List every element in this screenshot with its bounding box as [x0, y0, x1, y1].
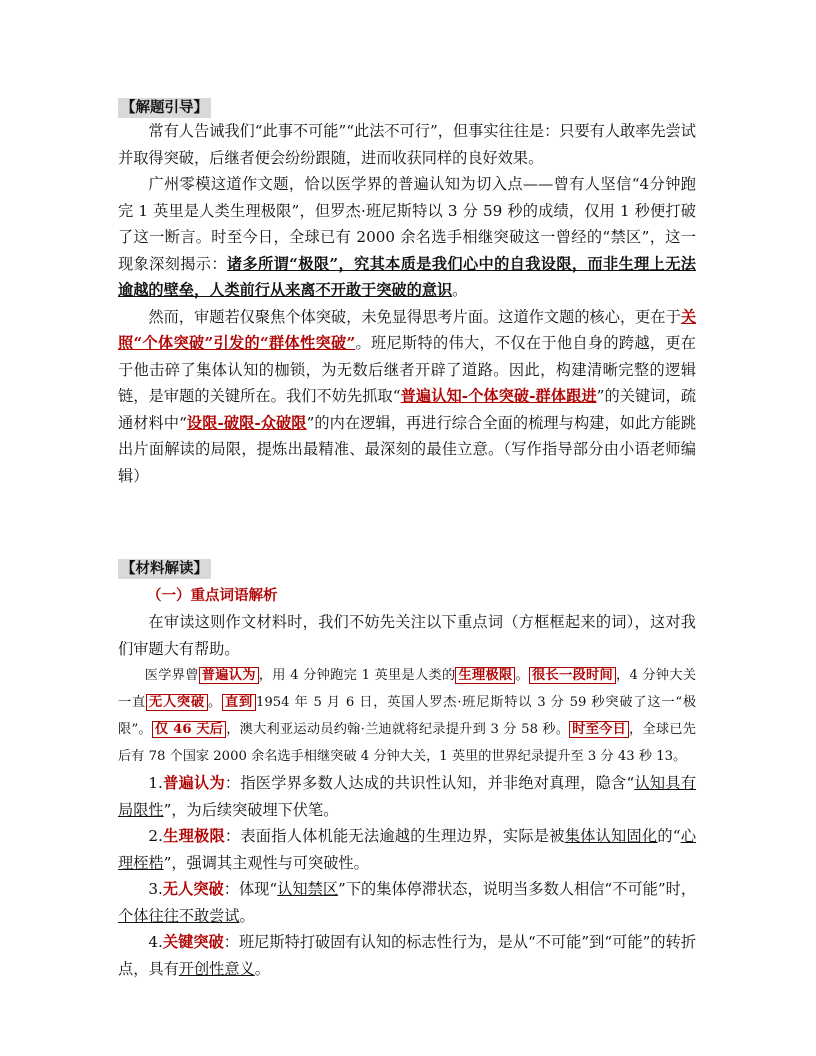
quote-text: 。 — [515, 668, 529, 683]
item-text: ：指医学界多数人达成的共识性认知，并非绝对真理，隐含“ — [224, 774, 635, 792]
paragraph-text: ”的内在逻辑，再进行综合全面的梳理与构建，如此方能跳出片面解读的局限，提炼出最精准、最深刻的最佳立意。（写作指导部分由小语老师编辑） — [118, 413, 697, 485]
quote-text: 1954 年 5 月 6 日，英国人罗杰·班尼斯特以 3 分 59 秒突破了这一“极限”。 — [118, 695, 697, 737]
item-text: ：班尼斯特打破固有认知的标志性行为，是从“不可能”到“可能”的转折点，具有 — [118, 933, 697, 978]
keyword-box: 无人突破 — [146, 694, 208, 711]
item-term: 关键突破 — [162, 933, 224, 951]
paragraph-text: 。班尼斯特的伟大，不仅在于他自身的跨越，更在于他击碎了集体认知的枷锁，为无数后继者开辟了道路。因此，构建清晰完整的逻辑链，是审题的关键所在。我们不妨先抓取“ — [118, 334, 696, 405]
emphasis-text: 关照“个体突破”引发的“群体性突破” — [118, 307, 696, 352]
emphasis-text: 设限-破限-众破限 — [186, 413, 307, 432]
paragraph-text: 常有人告诫我们“此事不可能”“此法不可行”，但事实往往是：只要有人敢率先尝试并取得突破，后继者便会纷纷跟随，进而收获同样的良好效果。 — [118, 122, 696, 167]
underlined-text: 心理桎梏 — [118, 827, 697, 872]
item-text: ”下的集体停滞状态，说明当多数人相信“不可能”时， — [338, 880, 697, 898]
analysis-item — [118, 770, 696, 823]
underlined-text: 集体认知固化 — [564, 827, 658, 845]
paragraph — [118, 609, 696, 662]
paragraph-text: 在审读这则作文材料时，我们不妨先关注以下重点词（方框框起来的词），这对我们审题大有帮助。 — [118, 613, 696, 658]
underlined-text: 开创性意义 — [178, 959, 255, 978]
item-number: 4. — [148, 933, 163, 951]
quote-text: 。 — [207, 695, 222, 710]
paragraph-text: ”的关键词，疏通材料中“ — [118, 387, 697, 432]
underlined-text: 认知禁区 — [277, 880, 339, 898]
subheading: （一）重点词语解析 — [147, 588, 278, 604]
item-number: 1. — [148, 774, 163, 792]
paragraph-text: 广州零模这道作文题，恰以医学界的普遍认知为切入点——曾有人坚信“4分钟跑完 1 英里是人类生理极限”，但罗杰·班尼斯特以 3 分 59 秒的成绩，仅用 1 秒便打破了这一断言。时至今日，全球已有 2000 余名选手相继突破这一曾经的“禁区”，这一现象深刻揭示： — [118, 175, 696, 273]
paragraph — [118, 304, 696, 490]
item-text: ”，强调其主观性与可突破性。 — [163, 853, 369, 872]
item-text: 的“ — [657, 827, 681, 845]
analysis-item — [118, 823, 696, 876]
item-text: ：表面指人体机能无法逾越的生理边界，实际是被 — [224, 827, 565, 845]
keyword-box: 生理极限 — [455, 667, 515, 684]
section-heading-material: 【材料解读】 — [118, 559, 211, 579]
item-text: 。 — [239, 906, 255, 925]
underlined-text: 个体往往不敢尝试 — [118, 906, 240, 925]
emphasis-text: 诸多所谓“极限”，究其本质是我们心中的自我设限，而非生理上无法逾越的壁垒，人类前行从来离不开敢于突破的意识 — [118, 254, 696, 299]
paragraph-text: 然而，审题若仅聚焦个体突破，未免显得思考片面。这道作文题的核心，更在于 — [148, 307, 681, 326]
keyword-box: 直到 — [222, 694, 256, 711]
quote-text: ，澳大利亚运动员约翰·兰迪就将纪录提升到 3 分 58 秒。 — [226, 722, 570, 737]
analysis-item — [118, 876, 696, 929]
item-term: 普遍认为 — [162, 774, 225, 792]
document-page — [118, 98, 696, 982]
quote-text: ，4 分钟大关一直 — [118, 668, 697, 710]
material-section — [118, 559, 696, 982]
item-text: ”，为后续突破埋下伏笔。 — [163, 800, 339, 819]
analysis-item — [118, 929, 696, 982]
paragraph — [118, 118, 696, 171]
item-term: 无人突破 — [162, 880, 224, 898]
item-number: 2. — [148, 827, 163, 845]
keyword-box: 很长一段时间 — [529, 667, 616, 684]
emphasis-text: 普遍认知-个体突破-群体跟进 — [400, 387, 597, 405]
keyword-box: 普遍认为 — [199, 667, 259, 684]
item-text: ：体现“ — [223, 880, 278, 898]
quote-text: ，用 4 分钟跑完 1 英里是人类的 — [258, 668, 456, 683]
item-term: 生理极限 — [162, 827, 225, 845]
quote-text: ，全球已先后有 78 个国家 2000 余名选手相继突破 4 分钟大关，1 英里的世界纪录提升至 3 分 43 秒 13。 — [118, 722, 696, 764]
section-heading-guide: 【解题引导】 — [118, 98, 211, 118]
quoted-material — [118, 662, 696, 770]
paragraph — [118, 171, 696, 304]
paragraph-text: 。 — [452, 281, 468, 299]
item-number: 3. — [148, 880, 163, 898]
underlined-text: 认知具有局限性 — [118, 774, 697, 819]
item-text: 。 — [254, 959, 270, 978]
keyword-box: 仅 46 天后 — [152, 721, 226, 738]
quote-text: 医学界曾 — [144, 668, 199, 683]
keyword-box: 时至今日 — [569, 721, 629, 738]
